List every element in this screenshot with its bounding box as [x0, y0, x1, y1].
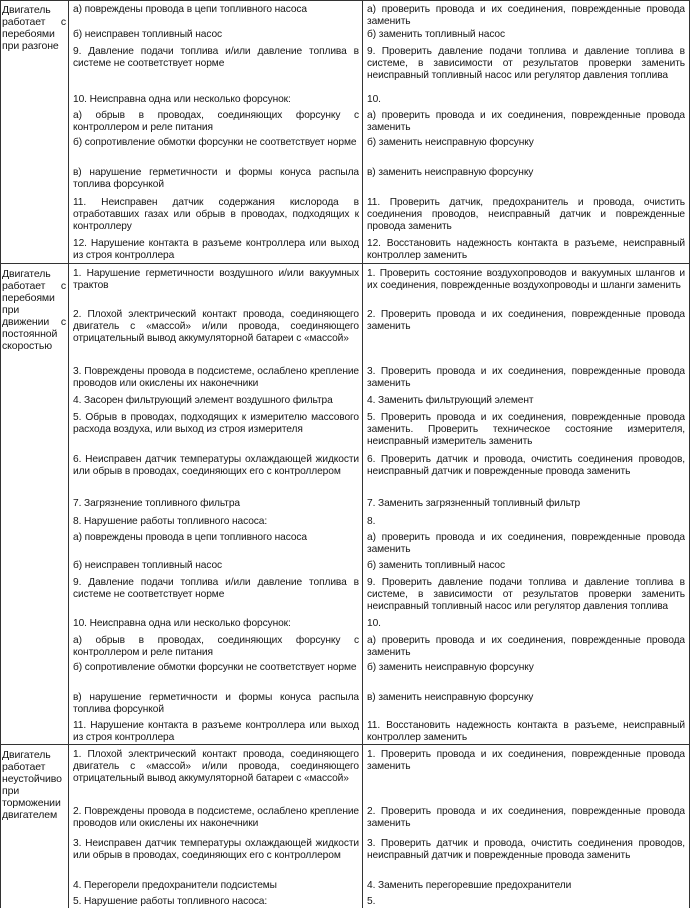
cause-cell: а) повреждены провода в цепи топливного насоса — [73, 532, 307, 543]
remedy-cell: 10. — [367, 94, 381, 105]
remedy-cell: а) проверить провода и их соединения, поврежденные провода заменить — [367, 110, 685, 133]
remedy-cell: б) заменить неисправную форсунку — [367, 662, 534, 673]
remedy-cell: б) заменить топливный насос — [367, 29, 505, 40]
cause-cell: 5. Обрыв в проводах, подходящих к измерителю массового расхода воздуха, или выход из строя измерителя — [73, 412, 359, 435]
cause-cell: 9. Давление подачи топлива и/или давление топлива в системе не соответствует норме — [73, 46, 359, 69]
remedy-cell: 10. — [367, 618, 381, 629]
cause-cell: б) неисправен топливный насос — [73, 29, 223, 40]
remedy-cell: а) проверить провода и их соединения, поврежденные провода заменить — [367, 532, 685, 555]
cause-cell: а) обрыв в проводах, соединяющих форсунку с контроллером и реле питания — [73, 635, 359, 658]
cause-cell: 10. Неисправна одна или несколько форсунок: — [73, 94, 291, 105]
remedy-cell: 11. Восстановить надежность контакта в разъеме, неисправный контроллер заменить — [367, 720, 685, 743]
cause-cell: б) сопротивление обмотки форсунки не соответствует норме — [73, 662, 357, 673]
remedy-cell: 1. Проверить провода и их соединения, поврежденные провода заменить — [367, 749, 685, 772]
remedy-cell: 5. Проверить провода и их соединения, поврежденные провода заменить. Проверить техническое состояние измерителя, неисправный измеритель заменить — [367, 412, 685, 447]
remedy-cell: 7. Заменить загрязненный топливный фильтр — [367, 498, 581, 509]
cause-cell: 9. Давление подачи топлива и/или давление топлива в системе не соответствует норме — [73, 577, 359, 600]
cause-cell: а) обрыв в проводах, соединяющих форсунку с контроллером и реле питания — [73, 110, 359, 133]
cause-cell: 11. Неисправен датчик содержания кислорода в отработавших газах или обрыв в проводах, подходящих к контроллеру — [73, 197, 359, 232]
remedy-cell: 3. Проверить провода и их соединения, поврежденные провода заменить — [367, 366, 685, 389]
remedy-cell: 8. — [367, 516, 376, 527]
cause-cell: 6. Неисправен датчик температуры охлаждающей жидкости или обрыв в проводах, соединяющих его с контроллером — [73, 454, 359, 477]
cause-cell: 7. Загрязнение топливного фильтра — [73, 498, 240, 509]
cause-cell: б) сопротивление обмотки форсунки не соответствует норме — [73, 137, 357, 148]
remedy-cell: 2. Проверить провода и их соединения, поврежденные провода заменить — [367, 309, 685, 332]
fault-description: Двигатель работает с перебоями при движении с постоянной скоростью — [2, 268, 66, 352]
remedy-cell: а) проверить провода и их соединения, поврежденные провода заменить — [367, 4, 685, 27]
remedy-cell: 9. Проверить давление подачи топлива и давление топлива в системе, в зависимости от результатов проверки заменить неисправный топливный насос или регулятор давления топлива — [367, 46, 685, 81]
cause-cell: 8. Нарушение работы топливного насоса: — [73, 516, 268, 527]
cause-cell: 5. Нарушение работы топливного насоса: — [73, 896, 268, 907]
remedy-cell: 4. Заменить фильтрующий элемент — [367, 395, 534, 406]
cause-cell: в) нарушение герметичности и формы конуса распыла топлива форсункой — [73, 692, 359, 715]
cause-cell: 3. Неисправен датчик температуры охлаждающей жидкости или обрыв в проводах, соединяющих его с контроллером — [73, 838, 359, 861]
remedy-cell: 2. Проверить провода и их соединения, поврежденные провода заменить — [367, 806, 685, 829]
remedy-cell: 9. Проверить давление подачи топлива и давление топлива в системе, в зависимости от результатов проверки заменить неисправный топливный насос или регулятор давления топлива — [367, 577, 685, 612]
cause-cell: в) нарушение герметичности и формы конуса распыла топлива форсункой — [73, 167, 359, 190]
cause-cell: 11. Нарушение контакта в разъеме контроллера или выход из строя контроллера — [73, 720, 359, 743]
remedy-cell: б) заменить топливный насос — [367, 560, 505, 571]
table-section-acceleration — [0, 0, 690, 264]
cause-cell: 4. Засорен фильтрующий элемент воздушного фильтра — [73, 395, 333, 406]
fault-description: Двигатель работает с перебоями при разгоне — [2, 4, 66, 52]
cause-cell: 2. Повреждены провода в подсистеме, ослаблено крепление проводов или окислены их наконечники — [73, 806, 359, 829]
cause-cell: 1. Нарушение герметичности воздушного и/или вакуумных трактов — [73, 268, 359, 291]
remedy-cell: 3. Проверить датчик и провода, очистить соединения проводов, неисправный датчик и поврежденные провода заменить — [367, 838, 685, 861]
remedy-cell: 12. Восстановить надежность контакта в разъеме, неисправный контроллер заменить — [367, 238, 685, 261]
cause-cell: а) повреждены провода в цепи топливного насоса — [73, 4, 307, 15]
cause-cell: 4. Перегорели предохранители подсистемы — [73, 880, 277, 891]
remedy-cell: в) заменить неисправную форсунку — [367, 692, 534, 703]
table-section-constant-speed — [0, 263, 690, 745]
cause-cell: 1. Плохой электрический контакт провода, соединяющего двигатель с «массой» и/или провода, соединяющего отрицательный вывод аккумуляторной батареи с «массой» — [73, 749, 359, 784]
cause-cell: 3. Повреждены провода в подсистеме, ослаблено крепление проводов или окислены их наконечники — [73, 366, 359, 389]
cause-cell: 12. Нарушение контакта в разъеме контроллера или выход из строя контроллера — [73, 238, 359, 261]
remedy-cell: а) проверить провода и их соединения, поврежденные провода заменить — [367, 635, 685, 658]
remedy-cell: 6. Проверить датчик и провода, очистить соединения проводов, неисправный датчик и поврежденные провода заменить — [367, 454, 685, 477]
remedy-cell: б) заменить неисправную форсунку — [367, 137, 534, 148]
remedy-cell: 11. Проверить датчик, предохранитель и провода, очистить соединения проводов, неисправный датчик и поврежденные провода заменить — [367, 197, 685, 232]
fault-description: Двигатель работает неустойчиво при торможении двигателем — [2, 749, 62, 821]
remedy-cell: 4. Заменить перегоревшие предохранители — [367, 880, 572, 891]
cause-cell: 10. Неисправна одна или несколько форсунок: — [73, 618, 291, 629]
remedy-cell: в) заменить неисправную форсунку — [367, 167, 534, 178]
cause-cell: 2. Плохой электрический контакт провода, соединяющего двигатель с «массой» и/или провода, соединяющего отрицательный вывод аккумуляторной батареи с «массой» — [73, 309, 359, 344]
table-section-engine-braking — [0, 744, 690, 909]
remedy-cell: 5. — [367, 896, 376, 907]
remedy-cell: 1. Проверить состояние воздухопроводов и вакуумных шлангов и их соединения, поврежденные воздухопроводы и шланги заменить — [367, 268, 685, 291]
cause-cell: б) неисправен топливный насос — [73, 560, 223, 571]
